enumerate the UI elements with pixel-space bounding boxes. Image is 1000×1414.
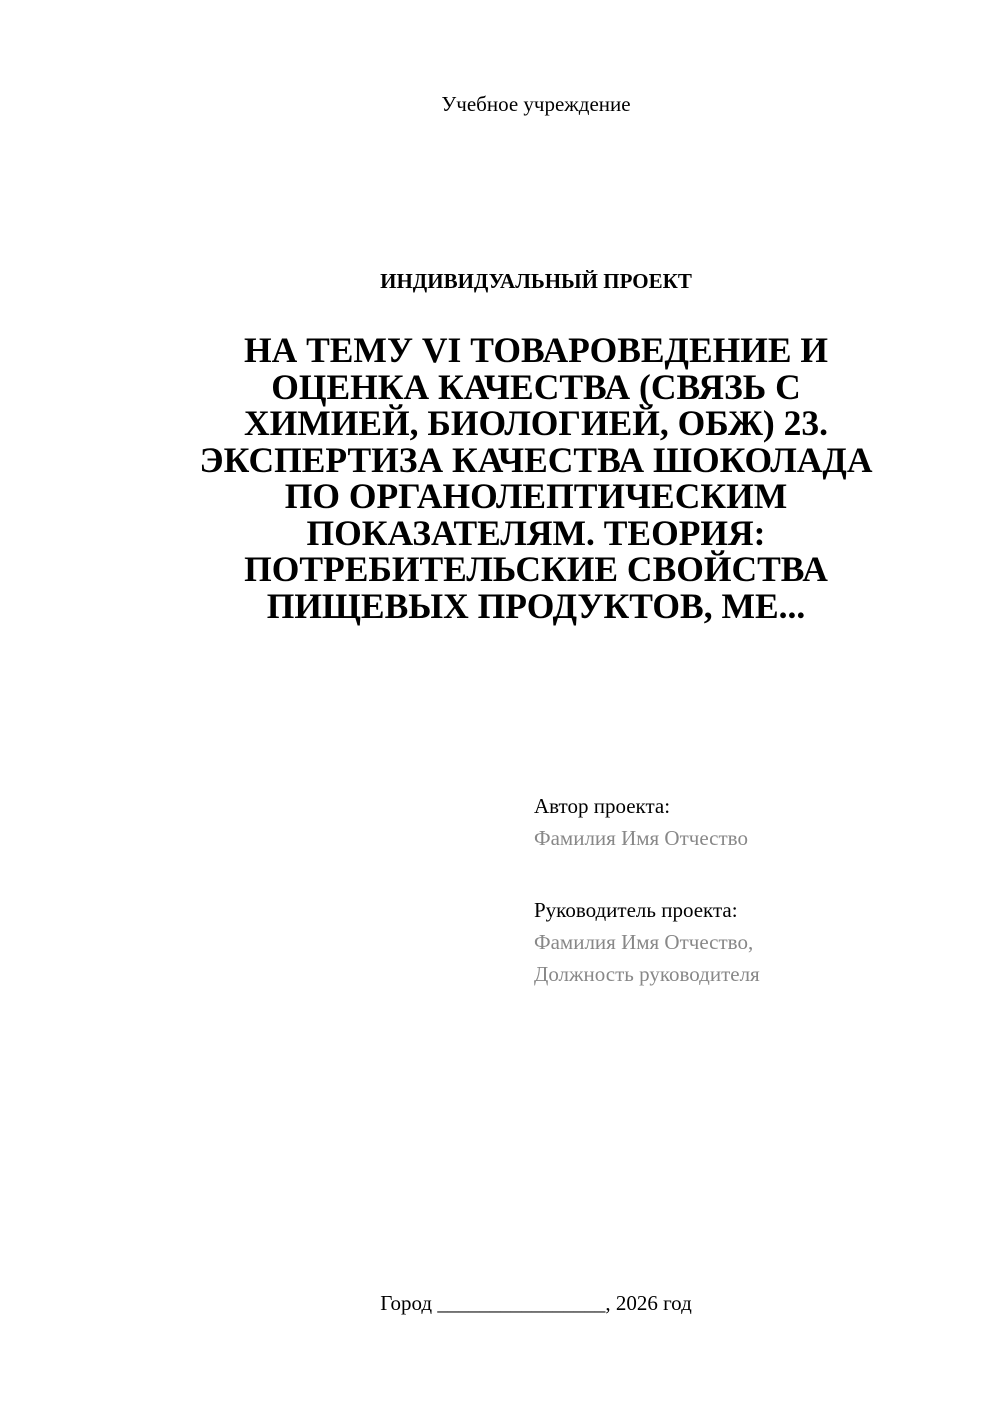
author-name: Фамилия Имя Отчество: [534, 826, 748, 850]
author-label: Автор проекта:: [534, 794, 671, 818]
supervisor-name: Фамилия Имя Отчество,: [534, 930, 754, 954]
institution-name: Учебное учреждение: [441, 92, 631, 116]
project-title-line: ЭКСПЕРТИЗА КАЧЕСТВА ШОКОЛАДА: [199, 439, 873, 480]
project-title-line: ПО ОРГАНОЛЕПТИЧЕСКИМ: [284, 476, 788, 516]
author-block: [534, 790, 974, 854]
supervisor-label: Руководитель проекта:: [534, 898, 738, 922]
project-title-line: НА ТЕМУ VI ТОВАРОВЕДЕНИЕ И: [243, 330, 829, 370]
supervisor-block: [534, 894, 974, 990]
document-type: ИНДИВИДУАЛЬНЫЙ ПРОЕКТ: [380, 269, 692, 293]
project-title-line: ОЦЕНКА КАЧЕСТВА (СВЯЗЬ С: [271, 366, 801, 407]
supervisor-position: Должность руководителя: [534, 962, 760, 986]
project-title-line: ПОКАЗАТЕЛЯМ. ТЕОРИЯ:: [306, 512, 766, 553]
project-title-line: ХИМИЕЙ, БИОЛОГИЕЙ, ОБЖ) 23.: [243, 403, 829, 443]
city-year-line: Город ________________, 2026 год: [380, 1291, 692, 1315]
project-title: [150, 332, 922, 624]
project-title-line: ПОТРЕБИТЕЛЬСКИЕ СВОЙСТВА: [244, 549, 828, 589]
project-title-line: ПИЩЕВЫХ ПРОДУКТОВ, МЕ...: [266, 585, 806, 626]
